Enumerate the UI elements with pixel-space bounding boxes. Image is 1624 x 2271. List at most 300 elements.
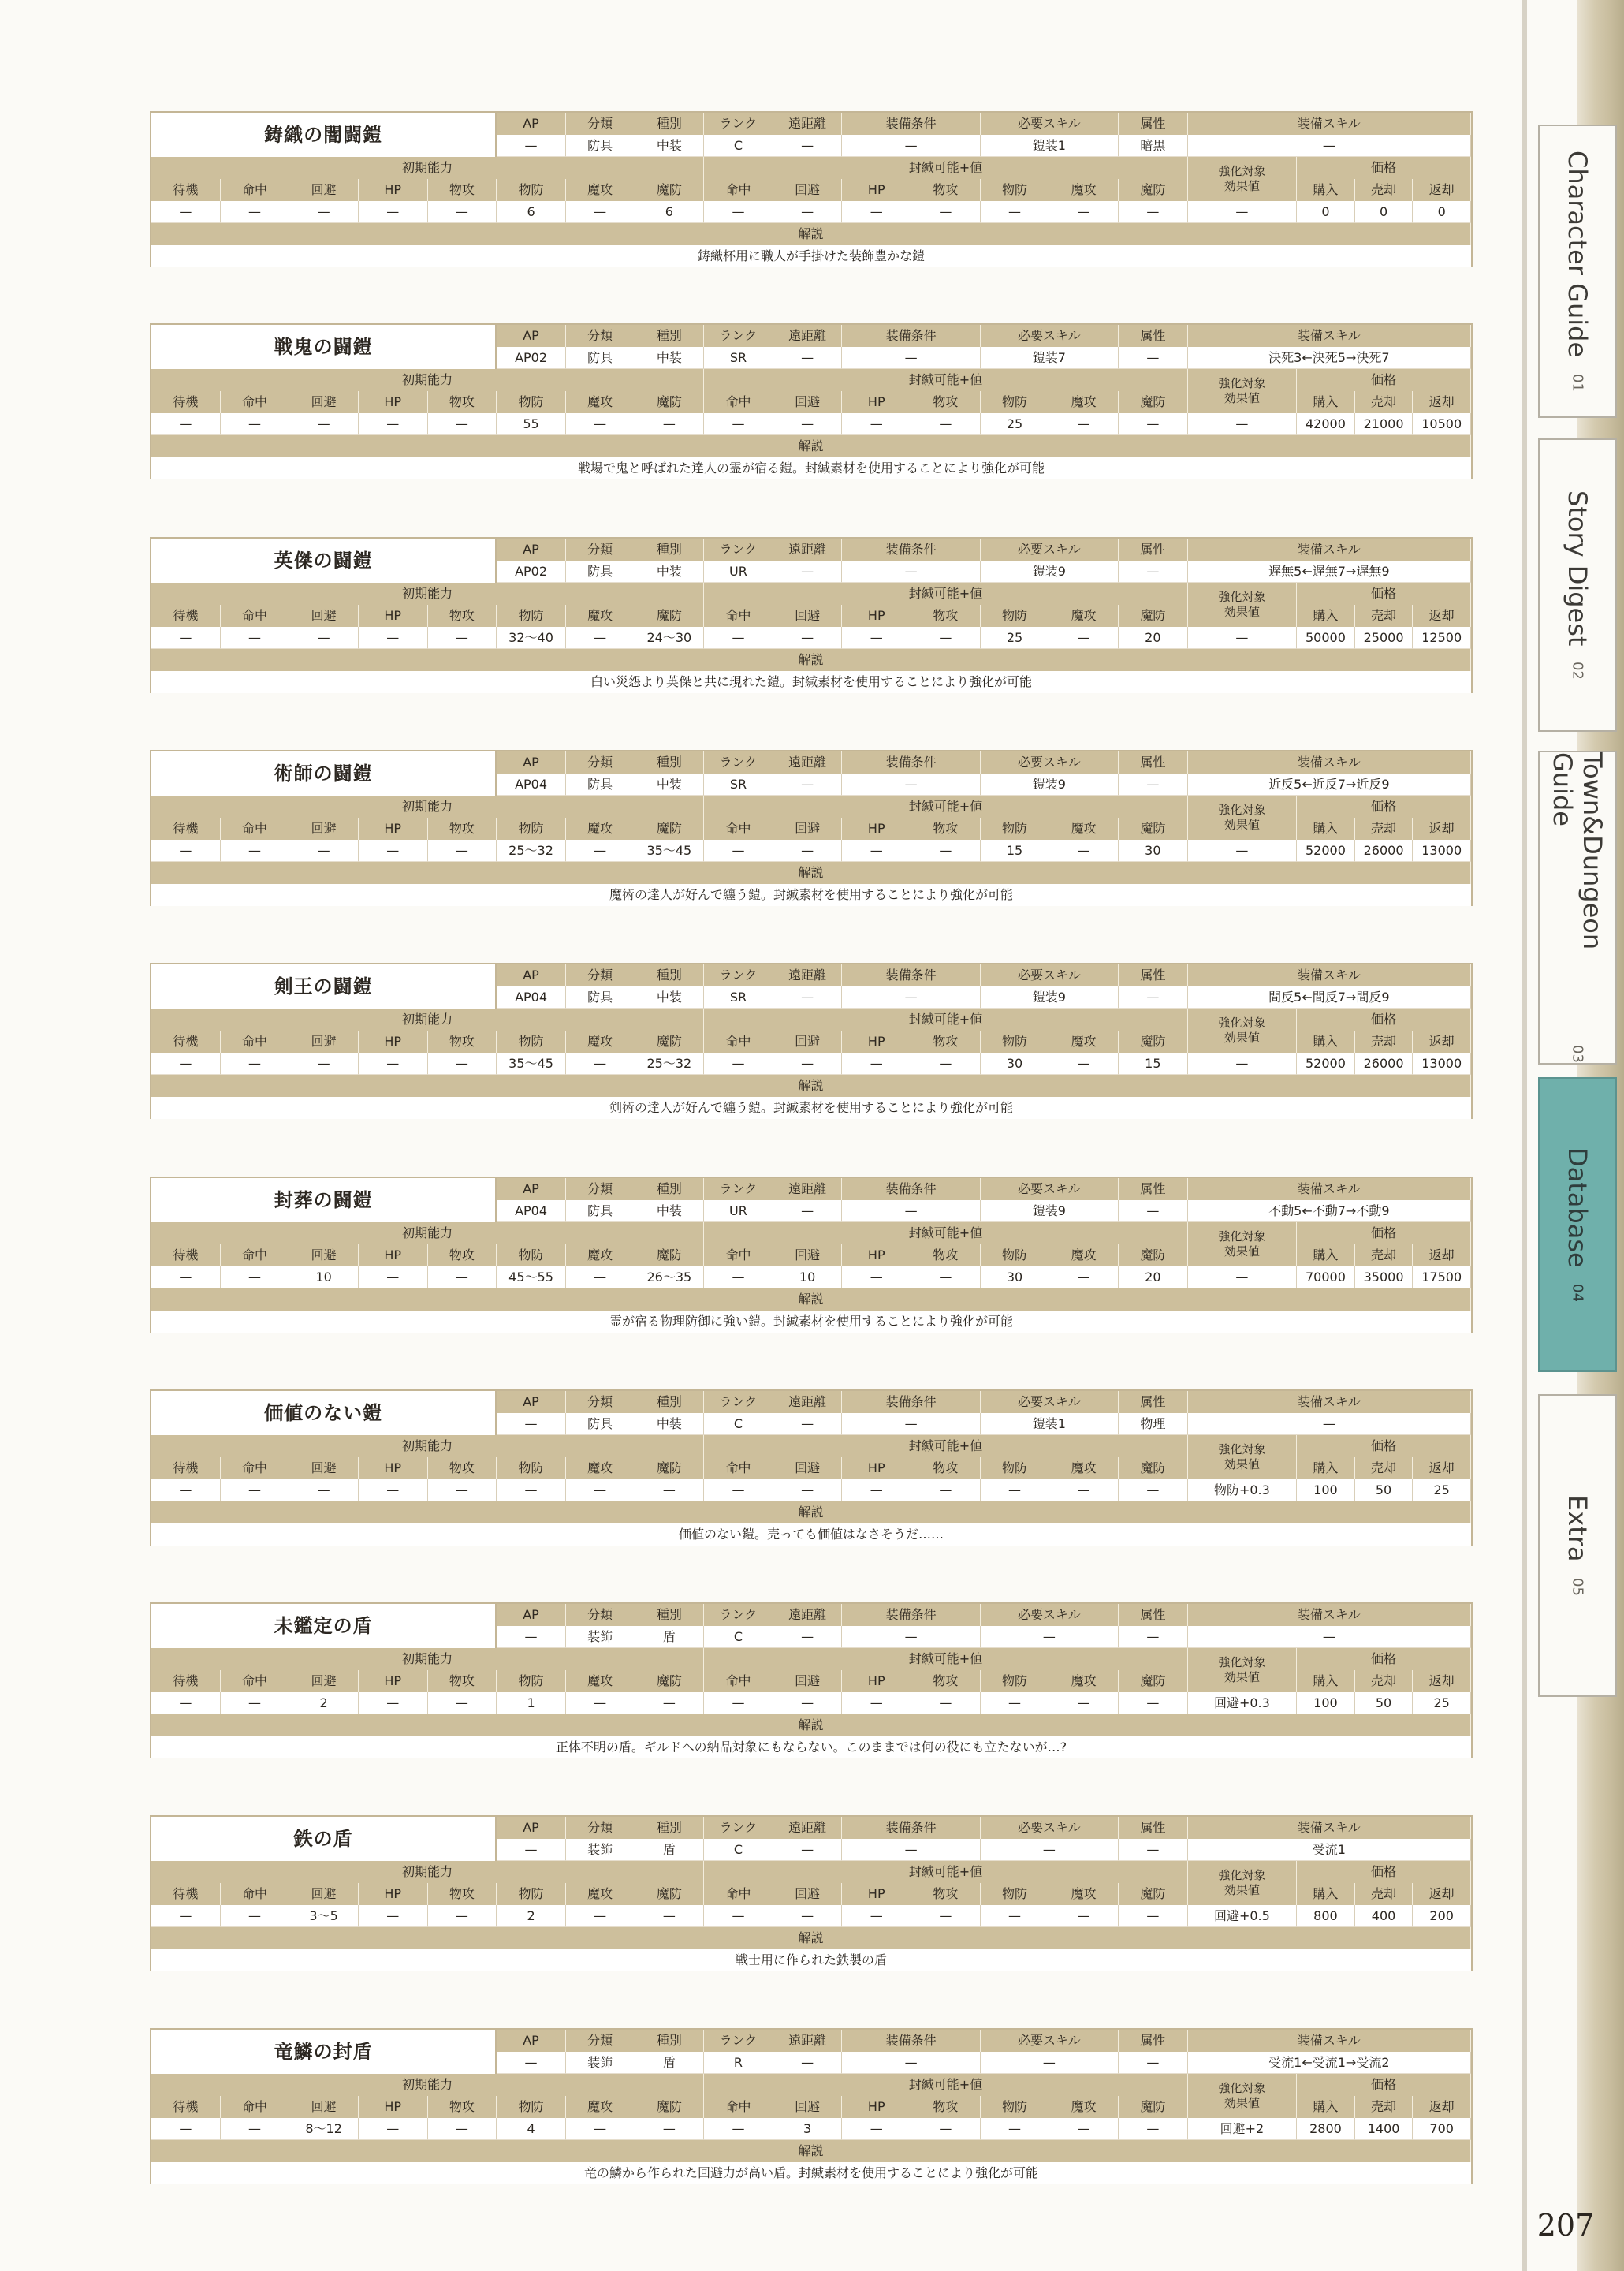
ranged-label: 遠距離 — [773, 964, 843, 986]
stat-value: — — [151, 1266, 221, 1288]
seal-label: 物防 — [981, 2096, 1050, 2118]
seal-value: — — [842, 201, 911, 223]
stat-value: — — [151, 201, 221, 223]
item-card — [150, 1389, 1473, 1546]
ap-value: — — [497, 135, 566, 157]
stat-label: HP — [359, 1457, 428, 1479]
item-card-grid — [151, 1817, 1471, 1970]
seal-label: 回避 — [773, 2096, 843, 2118]
seal-value: — — [1049, 201, 1119, 223]
return-price: 0 — [1413, 201, 1471, 223]
stat-label: 物攻 — [428, 1670, 497, 1692]
stat-label: 物攻 — [428, 605, 497, 627]
sell-label: 売却 — [1355, 1457, 1414, 1479]
sell-price: 21000 — [1355, 413, 1414, 435]
stat-value: — — [635, 1479, 705, 1501]
seal-label: 魔防 — [1119, 391, 1188, 413]
buy-price: 100 — [1297, 1479, 1355, 1501]
tab-number: 04 — [1569, 1283, 1586, 1302]
required-skill-label: 必要スキル — [981, 964, 1119, 986]
stat-value: — — [359, 1053, 428, 1075]
ap-value: AP04 — [497, 986, 566, 1009]
buy-price: 42000 — [1297, 413, 1355, 435]
stat-value: — — [428, 1905, 497, 1927]
seal-value: — — [704, 2118, 773, 2140]
buy-label: 購入 — [1297, 1244, 1355, 1266]
initial-stats-header: 初期能力 — [151, 157, 704, 179]
sealable-header: 封緘可能+値 — [704, 1648, 1188, 1670]
enhance-target-header-line: 効果値 — [1224, 1031, 1260, 1045]
price-header: 価格 — [1297, 1009, 1471, 1031]
equip-condition-value: — — [842, 1200, 980, 1222]
description-header: 解説 — [151, 649, 1471, 671]
enhance-target-header-line: 強化対象 — [1218, 376, 1266, 391]
enhance-value: — — [1188, 1266, 1297, 1288]
required-skill-value: 鎧装1 — [981, 135, 1119, 157]
stat-value: — — [221, 1053, 290, 1075]
stat-value: 1 — [497, 1692, 566, 1714]
category-value: 装飾 — [566, 1626, 635, 1648]
enhance-target-header-line: 効果値 — [1224, 2096, 1260, 2110]
stat-label: 物攻 — [428, 2096, 497, 2118]
type-label: 種別 — [635, 539, 705, 561]
category-value: 防具 — [566, 347, 635, 369]
ap-value: AP04 — [497, 774, 566, 796]
description-header: 解説 — [151, 1927, 1471, 1949]
stat-label: 物防 — [497, 1244, 566, 1266]
enhance-target-header — [1188, 2074, 1297, 2118]
stat-value: — — [289, 840, 359, 862]
buy-label: 購入 — [1297, 1031, 1355, 1053]
enhance-target-header — [1188, 157, 1297, 201]
stat-label: 物防 — [497, 2096, 566, 2118]
enhance-target-header-line: 強化対象 — [1218, 164, 1266, 179]
stat-value: — — [151, 413, 221, 435]
equip-condition-value: — — [842, 135, 980, 157]
seal-value: — — [842, 1692, 911, 1714]
stat-value: — — [221, 1266, 290, 1288]
stat-label: 魔攻 — [566, 179, 635, 201]
stat-label: 回避 — [289, 818, 359, 840]
required-skill-label: 必要スキル — [981, 1817, 1119, 1839]
category-value: 防具 — [566, 1200, 635, 1222]
category-value: 装飾 — [566, 1839, 635, 1861]
sell-price: 26000 — [1355, 840, 1414, 862]
seal-value: — — [1049, 1692, 1119, 1714]
stat-label: 命中 — [221, 605, 290, 627]
stat-value: — — [359, 627, 428, 649]
item-card — [150, 1815, 1473, 1971]
stat-label: 物防 — [497, 179, 566, 201]
seal-label: 命中 — [704, 179, 773, 201]
stat-value: — — [359, 1266, 428, 1288]
attribute-value: — — [1119, 347, 1188, 369]
type-label: 種別 — [635, 1817, 705, 1839]
ranged-value: — — [773, 135, 843, 157]
seal-value: — — [704, 840, 773, 862]
stat-label: 待機 — [151, 1670, 221, 1692]
stat-value: — — [221, 1692, 290, 1714]
type-value: 盾 — [635, 1839, 705, 1861]
equip-condition-label: 装備条件 — [842, 1604, 980, 1626]
seal-label: 物攻 — [911, 1244, 981, 1266]
stat-value: — — [428, 1053, 497, 1075]
ap-label: AP — [497, 2030, 566, 2052]
description-text: 鋳織杯用に職人が手掛けた装飾豊かな鎧 — [151, 245, 1471, 267]
type-label: 種別 — [635, 1391, 705, 1413]
stat-label: 物攻 — [428, 1031, 497, 1053]
sell-price: 400 — [1355, 1905, 1414, 1927]
seal-value: — — [1119, 2118, 1188, 2140]
stat-value: — — [221, 627, 290, 649]
initial-stats-header: 初期能力 — [151, 583, 704, 605]
description-header: 解説 — [151, 862, 1471, 884]
required-skill-value: — — [981, 2052, 1119, 2074]
stat-value: — — [151, 2118, 221, 2140]
equip-condition-value: — — [842, 1839, 980, 1861]
stat-value: — — [428, 201, 497, 223]
sell-label: 売却 — [1355, 1244, 1414, 1266]
seal-label: 物防 — [981, 179, 1050, 201]
stat-label: 物攻 — [428, 391, 497, 413]
equip-condition-label: 装備条件 — [842, 1817, 980, 1839]
equip-skill-value: 決死3←決死5→決死7 — [1188, 347, 1471, 369]
equip-skill-value: — — [1188, 135, 1471, 157]
enhance-target-header-line: 強化対象 — [1218, 1442, 1266, 1457]
stat-value: — — [289, 627, 359, 649]
stat-label: 回避 — [289, 1244, 359, 1266]
stat-value: — — [428, 1266, 497, 1288]
seal-label: 物防 — [981, 1244, 1050, 1266]
item-name: 英傑の闘鎧 — [151, 539, 497, 583]
stat-value: — — [221, 1479, 290, 1501]
stat-value: — — [359, 1692, 428, 1714]
stat-label: 待機 — [151, 818, 221, 840]
stat-value: — — [635, 413, 705, 435]
equip-condition-label: 装備条件 — [842, 2030, 980, 2052]
buy-price: 800 — [1297, 1905, 1355, 1927]
enhance-target-header-line: 強化対象 — [1218, 1229, 1266, 1244]
stat-value: — — [566, 1479, 635, 1501]
required-skill-label: 必要スキル — [981, 1178, 1119, 1200]
rank-value: R — [704, 2052, 773, 2074]
stat-label: 物防 — [497, 1883, 566, 1905]
attribute-label: 属性 — [1119, 1178, 1188, 1200]
seal-value: 20 — [1119, 627, 1188, 649]
stat-label: HP — [359, 1244, 428, 1266]
seal-value: 20 — [1119, 1266, 1188, 1288]
page-number: 207 — [1536, 2208, 1595, 2243]
seal-label: 物攻 — [911, 1883, 981, 1905]
stat-label: 魔防 — [635, 1457, 705, 1479]
sell-price: 26000 — [1355, 1053, 1414, 1075]
tab-story-digest[interactable] — [1538, 438, 1617, 732]
enhance-target-header-line: 強化対象 — [1218, 803, 1266, 818]
item-name: 鋳織の闇闘鎧 — [151, 113, 497, 157]
seal-label: 回避 — [773, 605, 843, 627]
return-label: 返却 — [1413, 1457, 1471, 1479]
seal-label: 魔攻 — [1049, 1670, 1119, 1692]
stat-label: HP — [359, 391, 428, 413]
sell-label: 売却 — [1355, 818, 1414, 840]
seal-value: — — [1049, 1905, 1119, 1927]
stat-value: 8～12 — [289, 2118, 359, 2140]
stat-value: — — [566, 201, 635, 223]
item-card — [150, 111, 1473, 267]
seal-label: 命中 — [704, 1031, 773, 1053]
price-header: 価格 — [1297, 1435, 1471, 1457]
buy-label: 購入 — [1297, 391, 1355, 413]
category-label: 分類 — [566, 1604, 635, 1626]
seal-label: 命中 — [704, 1244, 773, 1266]
seal-value: — — [981, 1479, 1050, 1501]
seal-value: — — [773, 413, 843, 435]
seal-value: — — [1119, 1479, 1188, 1501]
enhance-target-header-line: 強化対象 — [1218, 1016, 1266, 1031]
buy-price: 70000 — [1297, 1266, 1355, 1288]
description-header: 解説 — [151, 1714, 1471, 1736]
stat-value: — — [566, 1053, 635, 1075]
attribute-label: 属性 — [1119, 751, 1188, 774]
item-card-grid — [151, 113, 1471, 266]
enhance-target-header — [1188, 583, 1297, 627]
tab-character-guide[interactable] — [1538, 125, 1617, 418]
seal-label: 魔防 — [1119, 1670, 1188, 1692]
enhance-target-header-line: 効果値 — [1224, 605, 1260, 619]
seal-label: 物攻 — [911, 179, 981, 201]
sell-price: 1400 — [1355, 2118, 1414, 2140]
initial-stats-header: 初期能力 — [151, 1435, 704, 1457]
required-skill-label: 必要スキル — [981, 113, 1119, 135]
enhance-target-header-line: 効果値 — [1224, 818, 1260, 832]
enhance-value: — — [1188, 1053, 1297, 1075]
rank-value: SR — [704, 347, 773, 369]
required-skill-label: 必要スキル — [981, 325, 1119, 347]
rank-label: ランク — [704, 1604, 773, 1626]
return-price: 700 — [1413, 2118, 1471, 2140]
tab-number: 02 — [1569, 662, 1586, 681]
seal-label: 物攻 — [911, 818, 981, 840]
item-name: 封葬の闘鎧 — [151, 1178, 497, 1222]
tab-title: Database — [1563, 1147, 1592, 1268]
seal-label: HP — [842, 2096, 911, 2118]
stat-label: 魔防 — [635, 818, 705, 840]
seal-value: — — [911, 1905, 981, 1927]
stat-label: 物攻 — [428, 1244, 497, 1266]
rank-label: ランク — [704, 325, 773, 347]
price-header: 価格 — [1297, 2074, 1471, 2096]
ranged-value: — — [773, 1626, 843, 1648]
seal-value: — — [773, 840, 843, 862]
type-value: 中装 — [635, 561, 705, 583]
stat-label: 命中 — [221, 1670, 290, 1692]
type-label: 種別 — [635, 2030, 705, 2052]
stat-value: — — [566, 2118, 635, 2140]
equip-condition-value: — — [842, 986, 980, 1009]
equip-condition-label: 装備条件 — [842, 539, 980, 561]
ap-label: AP — [497, 1604, 566, 1626]
stat-value: — — [428, 1692, 497, 1714]
equip-skill-label: 装備スキル — [1188, 1817, 1471, 1839]
ap-value: — — [497, 1839, 566, 1861]
price-header: 価格 — [1297, 796, 1471, 818]
rank-label: ランク — [704, 113, 773, 135]
description-header: 解説 — [151, 2140, 1471, 2162]
stat-label: 物防 — [497, 1031, 566, 1053]
tab-rail — [1522, 0, 1527, 2271]
equip-condition-value: — — [842, 561, 980, 583]
seal-label: 物防 — [981, 818, 1050, 840]
seal-label: 物防 — [981, 1457, 1050, 1479]
ap-label: AP — [497, 1817, 566, 1839]
stat-label: 命中 — [221, 391, 290, 413]
category-label: 分類 — [566, 113, 635, 135]
return-price: 13000 — [1413, 840, 1471, 862]
stat-value: 35～45 — [635, 840, 705, 862]
enhance-target-header-line: 効果値 — [1224, 1457, 1260, 1471]
seal-value: 15 — [1119, 1053, 1188, 1075]
seal-value: 3 — [773, 2118, 843, 2140]
tab-content — [1563, 1495, 1592, 1595]
stat-label: 待機 — [151, 1244, 221, 1266]
stat-value: — — [635, 2118, 705, 2140]
stat-label: HP — [359, 179, 428, 201]
stat-value: — — [359, 1905, 428, 1927]
seal-label: 命中 — [704, 1670, 773, 1692]
seal-value: 10 — [773, 1266, 843, 1288]
tab-database[interactable] — [1538, 1077, 1617, 1372]
attribute-label: 属性 — [1119, 1604, 1188, 1626]
equip-condition-value: — — [842, 774, 980, 796]
attribute-value: — — [1119, 986, 1188, 1009]
equip-skill-label: 装備スキル — [1188, 2030, 1471, 2052]
stat-label: 物防 — [497, 391, 566, 413]
seal-value: — — [704, 1905, 773, 1927]
category-label: 分類 — [566, 1817, 635, 1839]
description-text: 竜の鱗から作られた回避力が高い盾。封緘素材を使用することにより強化が可能 — [151, 2162, 1471, 2184]
item-name: 未鑑定の盾 — [151, 1604, 497, 1648]
seal-value: — — [1119, 1692, 1188, 1714]
seal-label: 物攻 — [911, 605, 981, 627]
price-header: 価格 — [1297, 1861, 1471, 1883]
stat-label: 待機 — [151, 2096, 221, 2118]
rank-value: UR — [704, 1200, 773, 1222]
buy-label: 購入 — [1297, 818, 1355, 840]
stat-label: HP — [359, 605, 428, 627]
seal-value: — — [704, 1266, 773, 1288]
equip-condition-value: — — [842, 1626, 980, 1648]
seal-label: 命中 — [704, 391, 773, 413]
price-header: 価格 — [1297, 157, 1471, 179]
sealable-header: 封緘可能+値 — [704, 1861, 1188, 1883]
stat-value: — — [428, 627, 497, 649]
seal-label: 魔防 — [1119, 1244, 1188, 1266]
seal-label: 回避 — [773, 391, 843, 413]
stat-label: 魔防 — [635, 1670, 705, 1692]
equip-condition-value: — — [842, 347, 980, 369]
stat-value: 45～55 — [497, 1266, 566, 1288]
seal-label: 物攻 — [911, 1031, 981, 1053]
equip-skill-label: 装備スキル — [1188, 113, 1471, 135]
enhance-value: 物防+0.3 — [1188, 1479, 1297, 1501]
stat-label: 物防 — [497, 605, 566, 627]
sell-label: 売却 — [1355, 391, 1414, 413]
required-skill-label: 必要スキル — [981, 1391, 1119, 1413]
seal-label: HP — [842, 1031, 911, 1053]
stat-value: — — [221, 840, 290, 862]
stat-value: — — [151, 840, 221, 862]
seal-label: 回避 — [773, 818, 843, 840]
seal-label: 魔攻 — [1049, 605, 1119, 627]
price-header: 価格 — [1297, 583, 1471, 605]
stat-value: 6 — [497, 201, 566, 223]
type-value: 中装 — [635, 347, 705, 369]
buy-label: 購入 — [1297, 1883, 1355, 1905]
equip-condition-value: — — [842, 1413, 980, 1435]
attribute-value: 物理 — [1119, 1413, 1188, 1435]
seal-value: — — [1119, 201, 1188, 223]
required-skill-value: — — [981, 1626, 1119, 1648]
item-card — [150, 2028, 1473, 2184]
stat-label: 物防 — [497, 818, 566, 840]
stat-value: — — [566, 1905, 635, 1927]
tab-extra[interactable] — [1538, 1394, 1617, 1697]
seal-value: — — [911, 1266, 981, 1288]
seal-label: 魔攻 — [1049, 391, 1119, 413]
enhance-target-header-line: 効果値 — [1224, 391, 1260, 405]
initial-stats-header: 初期能力 — [151, 1009, 704, 1031]
ap-value: — — [497, 1413, 566, 1435]
seal-value: — — [1049, 2118, 1119, 2140]
seal-value: — — [1049, 840, 1119, 862]
category-value: 防具 — [566, 774, 635, 796]
seal-value: — — [704, 627, 773, 649]
required-skill-value: 鎧装9 — [981, 986, 1119, 1009]
type-label: 種別 — [635, 1178, 705, 1200]
ap-label: AP — [497, 751, 566, 774]
type-label: 種別 — [635, 113, 705, 135]
enhance-target-header-line: 効果値 — [1224, 1670, 1260, 1684]
item-card-grid — [151, 1604, 1471, 1757]
equip-condition-value: — — [842, 2052, 980, 2074]
seal-value: — — [773, 201, 843, 223]
item-card-grid — [151, 964, 1471, 1117]
category-label: 分類 — [566, 751, 635, 774]
category-value: 装飾 — [566, 2052, 635, 2074]
seal-label: 物防 — [981, 1883, 1050, 1905]
ranged-label: 遠距離 — [773, 539, 843, 561]
seal-label: HP — [842, 391, 911, 413]
tab-town-dungeon-guide[interactable] — [1538, 751, 1617, 1065]
stat-value: 24～30 — [635, 627, 705, 649]
sealable-header: 封緘可能+値 — [704, 1435, 1188, 1457]
equip-skill-label: 装備スキル — [1188, 964, 1471, 986]
return-label: 返却 — [1413, 818, 1471, 840]
rank-label: ランク — [704, 1391, 773, 1413]
type-label: 種別 — [635, 751, 705, 774]
item-name: 戦鬼の闘鎧 — [151, 325, 497, 369]
stat-label: 回避 — [289, 1457, 359, 1479]
ap-value: AP02 — [497, 347, 566, 369]
enhance-value: — — [1188, 413, 1297, 435]
equip-skill-value: 受流1←受流1→受流2 — [1188, 2052, 1471, 2074]
stat-value: — — [635, 1692, 705, 1714]
stat-value: — — [428, 1479, 497, 1501]
initial-stats-header: 初期能力 — [151, 1648, 704, 1670]
ap-label: AP — [497, 325, 566, 347]
stat-label: 魔防 — [635, 1244, 705, 1266]
ranged-value: — — [773, 986, 843, 1009]
